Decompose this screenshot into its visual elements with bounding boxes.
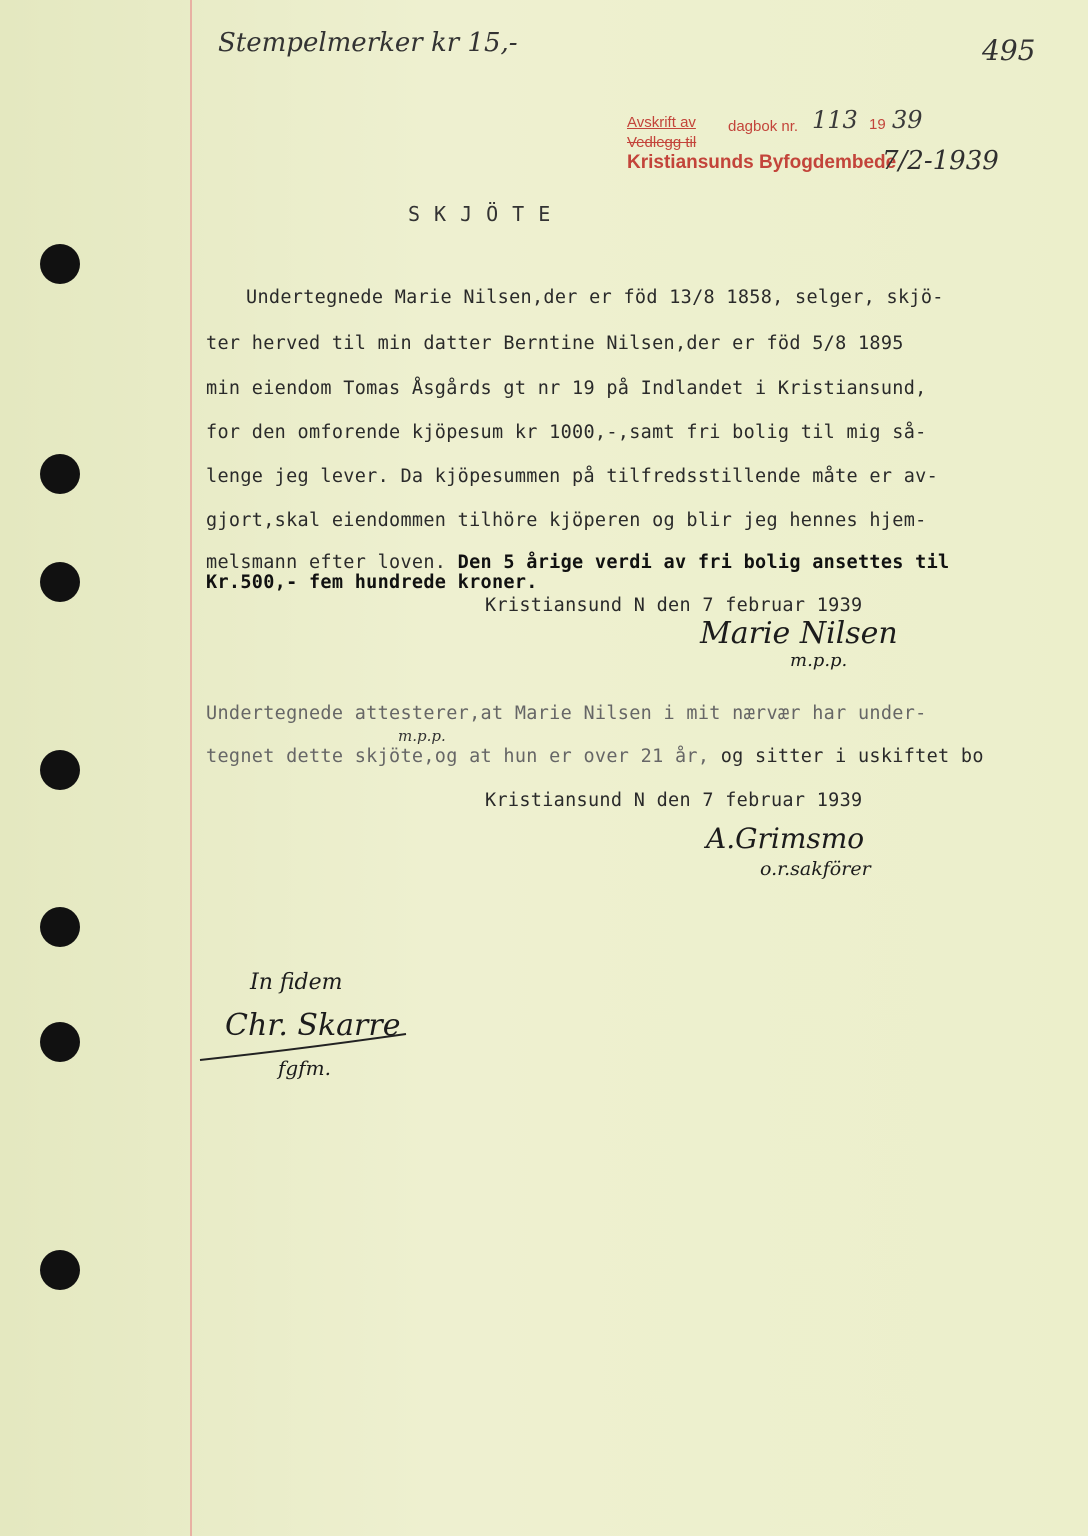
punch-hole <box>40 1250 80 1290</box>
value-addition-2: Kr.500,- fem hundrede kroner. <box>206 572 538 593</box>
document-title: SKJÖTE <box>408 202 565 226</box>
value-addition-1: Den 5 årige verdi av fri bolig ansettes til <box>457 552 950 573</box>
signature-flourish <box>196 1028 416 1068</box>
attest-mpp: m.p.p. <box>398 727 446 745</box>
body-line: min eiendom Tomas Åsgårds gt nr 19 på Indlandet i Kristiansund, <box>206 378 927 399</box>
stamp-copy-of: Avskrift av <box>627 114 696 131</box>
stamp-office: Kristiansunds Byfogdembede <box>627 152 897 173</box>
journal-year-suffix: 39 <box>892 106 923 134</box>
page-number: 495 <box>982 34 1036 67</box>
body-line: lenge jeg lever. Da kjöpesummen på tilfredsstillende måte er av- <box>206 466 939 487</box>
signature-2-title: o.r.sakförer <box>760 858 871 880</box>
signature-grimsmo: A.Grimsmo <box>706 822 865 855</box>
attest-line-2 <box>206 746 1086 767</box>
punch-hole <box>40 750 80 790</box>
place-date-1: Kristiansund N den 7 februar 1939 <box>485 595 863 616</box>
place-date-2: Kristiansund N den 7 februar 1939 <box>485 790 863 811</box>
punch-hole <box>40 562 80 602</box>
signature-3-title: fgfm. <box>278 1056 331 1080</box>
body-line: Undertegnede Marie Nilsen,der er föd 13/8 1858, selger, skjö- <box>246 287 944 308</box>
signature-skarre: Chr. Skarre <box>225 1008 401 1043</box>
punch-hole <box>40 1022 80 1062</box>
body-line-end: melsmann efter loven. <box>206 552 447 573</box>
punch-hole <box>40 454 80 494</box>
stamp-journal-label: dagbok nr. <box>728 118 799 135</box>
body-line: for den omforende kjöpesum kr 1000,-,samt fri bolig til mig så- <box>206 422 927 443</box>
body-line: gjort,skal eiendommen tilhöre kjöperen og blir jeg hennes hjem- <box>206 510 927 531</box>
in-fidem-label: In fidem <box>250 970 343 995</box>
stamp-attachment-struck: Vedlegg til <box>627 134 697 151</box>
body-last-line <box>206 552 1036 573</box>
signature-1-note: m.p.p. <box>790 650 848 671</box>
journal-year-prefix: 19 <box>869 116 886 133</box>
attest-line-1: Undertegnede attesterer,at Marie Nilsen i mit nærvær har under- <box>206 703 927 724</box>
body-line: ter herved til min datter Berntine Nilsen,der er föd 5/8 1895 <box>206 333 904 354</box>
margin-line <box>190 0 192 1536</box>
punch-hole <box>40 244 80 284</box>
signature-marie-nilsen: Marie Nilsen <box>700 616 898 651</box>
punch-hole <box>40 907 80 947</box>
stamp-date: 7/2-1939 <box>882 146 999 176</box>
stamp-fee-note: Stempelmerker kr 15,- <box>218 28 518 58</box>
journal-number: 113 <box>812 106 858 134</box>
attest-line-2-b: og sitter i uskiftet bo <box>720 746 984 767</box>
attest-line-2-a: tegnet dette skjöte,og at hun er over 21 år, <box>206 746 710 767</box>
